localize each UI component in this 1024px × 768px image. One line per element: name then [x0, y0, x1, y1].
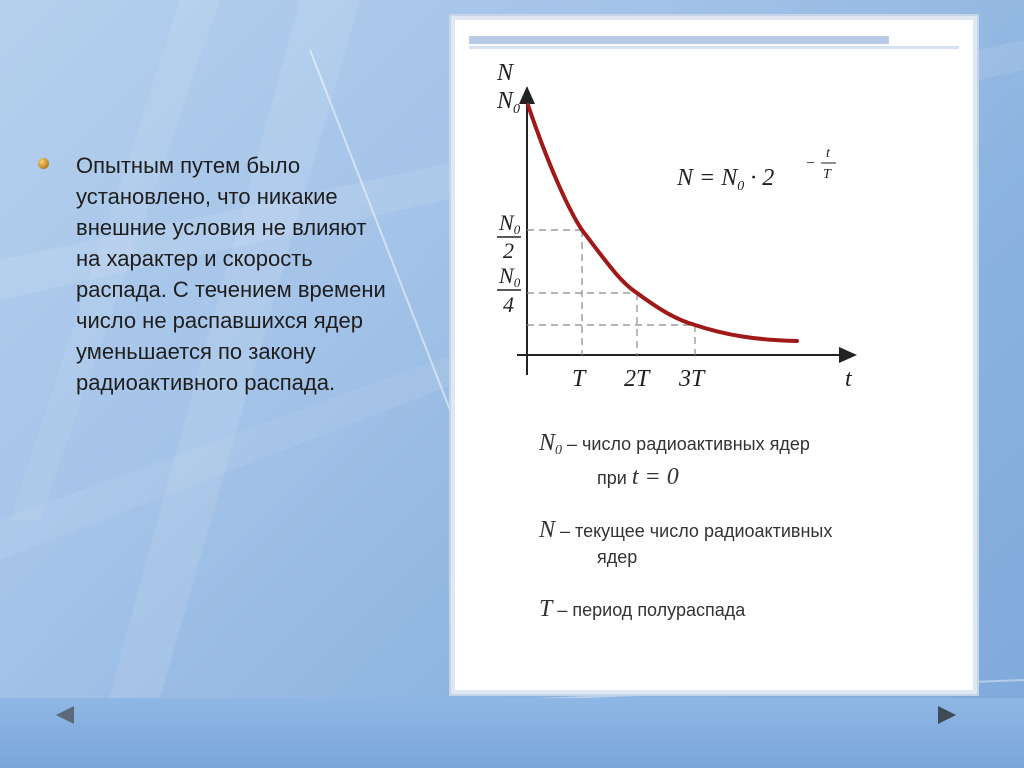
legend-item-t: T – период полураспада [539, 596, 746, 622]
y-tick-quarter-den: 4 [503, 292, 514, 317]
formula-exp-sign: − [806, 155, 816, 172]
decay-curve [528, 105, 797, 341]
bottom-band [0, 698, 1024, 768]
bullet-text: Опытным путем было установлено, что никакие внешние условия не влияют на характер и скорость распада. С течением времени число не распавшихся ядер уменьшается по закону радиоактивного распада. [76, 153, 386, 395]
x-axis-label: t [845, 366, 852, 392]
y-tick-n0: $N_0$ [497, 88, 521, 117]
x-tick-3t: 3T [679, 366, 705, 392]
decay-graph [455, 20, 973, 420]
next-slide-icon[interactable] [938, 706, 956, 724]
bullet-icon [38, 158, 49, 169]
formula-exp-num: t [826, 146, 830, 161]
legend [539, 430, 959, 649]
legend-item-n: N – текущее число радиоактивных ядер [539, 517, 833, 567]
previous-slide-icon[interactable] [56, 706, 74, 724]
x-tick-t: T [572, 366, 586, 392]
y-tick-half-den: 2 [503, 238, 514, 263]
y-tick-quarter-num: N0 [499, 263, 521, 290]
figure-panel [455, 20, 973, 690]
guide-lines [527, 230, 695, 355]
formula: $N = N_0 \cdot 2$ [677, 165, 775, 194]
formula-exp-den: T [823, 167, 831, 182]
y-axis-label: N [497, 60, 514, 86]
y-tick-half-num: N0 [499, 210, 521, 237]
legend-item-n0: $N_0$ – число радиоактивных ядер при t = 0 [539, 430, 810, 490]
x-tick-2t: 2T [624, 366, 650, 392]
